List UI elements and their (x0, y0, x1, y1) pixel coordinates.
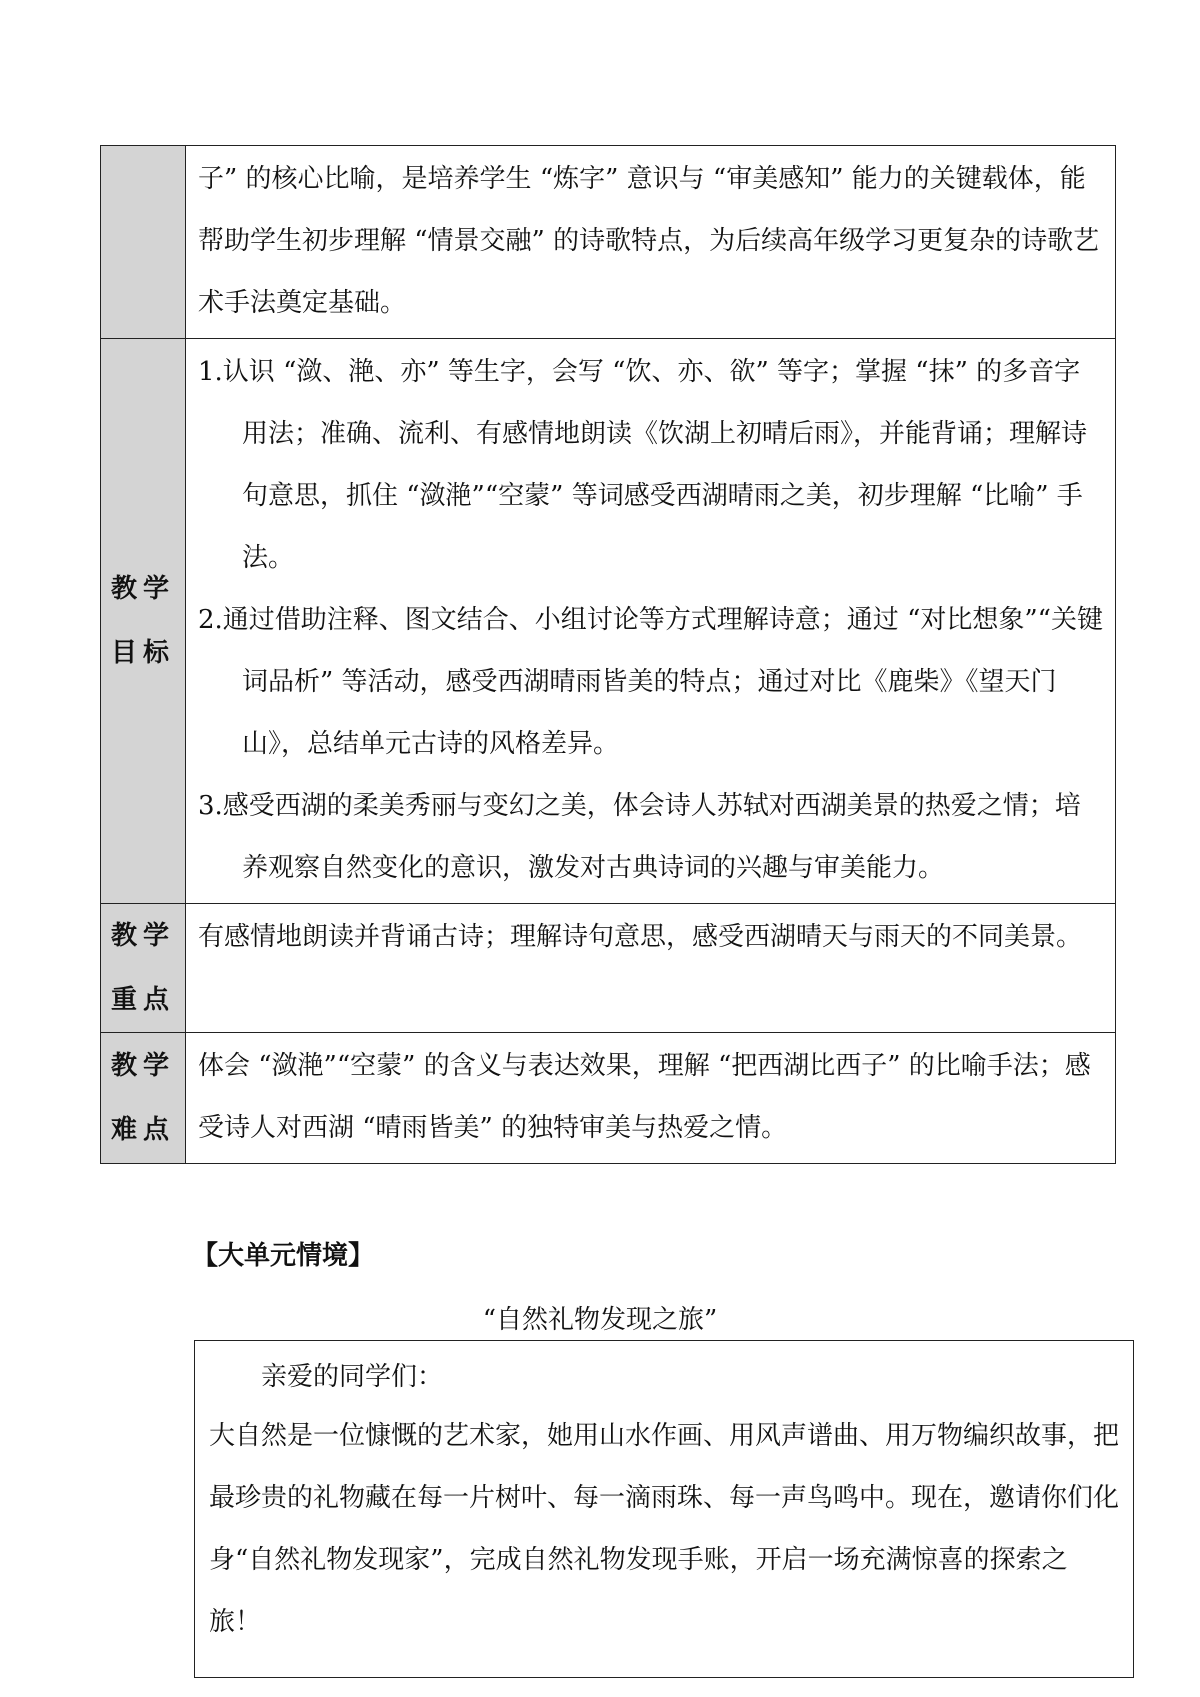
row-content-cell (186, 146, 1116, 339)
label-line: 教学 (110, 574, 175, 604)
goal-item: 3.感受西湖的柔美秀丽与变幻之美，体会诗人苏轼对西湖美景的热爱之情；培养观察自然变化的意识，激发对古典诗词的兴趣与审美能力。 (198, 791, 1081, 883)
letter-body: 大自然是一位慷慨的艺术家，她用山水作画、用风声谱曲、用万物编织故事，把最珍贵的礼物藏在每一片树叶、每一滴雨珠、每一声鸟鸣中。现在，邀请你们化身“自然礼物发现家”，完成自然礼物发现手账，开启一场充满惊喜的探索之旅！ (209, 1421, 1120, 1637)
goal-item: 2.通过借助注释、图文结合、小组讨论等方式理解诗意；通过 “对比想象”“关键词品析” 等活动，感受西湖晴雨皆美的特点；通过对比《鹿柴》《望天门山》，总结单元古诗的风格差异。 (198, 605, 1103, 759)
label-line: 目标 (110, 638, 175, 668)
label-line: 难点 (110, 1115, 175, 1145)
row-label-cell (101, 904, 186, 1033)
lesson-plan-table (100, 145, 1116, 1164)
table-row-teaching-difficulty (101, 1033, 1116, 1164)
table-row-teaching-focus (101, 904, 1116, 1033)
row-label-cell (101, 339, 186, 904)
continuation-paragraph: 子” 的核心比喻，是培养学生 “炼字” 意识与 “审美感知” 能力的关键载体，能帮助学生初步理解 “情景交融” 的诗歌特点，为后续高年级学习更复杂的诗歌艺术手法奠定基础。 (198, 164, 1100, 318)
row-content-cell (186, 339, 1116, 904)
difficulty-paragraph: 体会 “潋滟”“空蒙” 的含义与表达效果，理解 “把西湖比西子” 的比喻手法；感受诗人对西湖 “晴雨皆美” 的独特审美与热爱之情。 (198, 1051, 1091, 1143)
label-line: 重点 (110, 985, 175, 1015)
label-line: 教学 (110, 921, 175, 951)
letter-box (194, 1340, 1134, 1678)
goal-item: 1.认识 “潋、滟、亦” 等生字，会写 “饮、亦、欲” 等字；掌握 “抹” 的多音字用法；准确、流利、有感情地朗读《饮湖上初晴后雨》，并能背诵；理解诗句意思，抓住 “潋滟”“空蒙” 等词感受西湖晴雨之美，初步理解 “比喻” 手法。 (198, 357, 1088, 573)
table-row-teaching-goals (101, 339, 1116, 904)
focus-paragraph: 有感情地朗读并背诵古诗；理解诗句意思，感受西湖晴天与雨天的不同美景。 (198, 922, 1083, 952)
row-label-cell (101, 1033, 186, 1164)
row-content-cell (186, 904, 1116, 1033)
label-line: 教学 (110, 1051, 175, 1081)
situation-title: “自然礼物发现之旅” (482, 1305, 718, 1335)
letter-greeting: 亲爱的同学们： (261, 1362, 444, 1392)
section-title: 【大单元情境】 (192, 1241, 375, 1271)
table-row-continuation (101, 146, 1116, 339)
row-content-cell (186, 1033, 1116, 1164)
row-label-cell (101, 146, 186, 339)
